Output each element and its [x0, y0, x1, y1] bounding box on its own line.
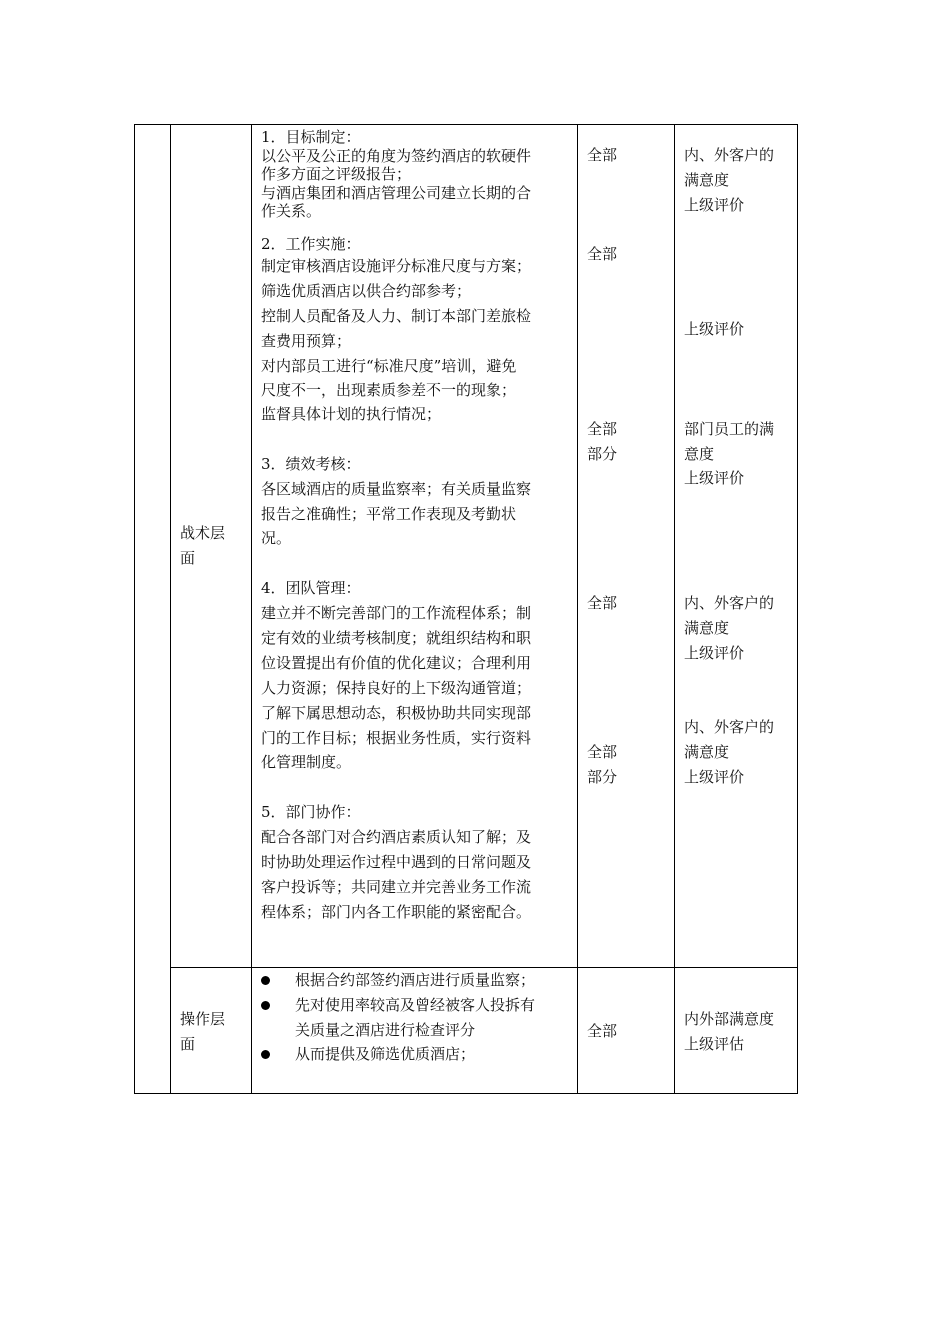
task-line: 报告之准确性；平常工作表现及考勤状 [261, 505, 517, 523]
task-line: 查费用预算； [261, 332, 352, 350]
evaluation-line: 部门员工的满 [684, 420, 775, 438]
evaluation-line: 上级评价 [684, 320, 745, 338]
bullet-text: 根据合约部签约酒店进行质量监察； [295, 971, 536, 989]
scope-value: 部分 [587, 445, 618, 463]
col-border-5 [674, 124, 675, 1094]
scope-value: 全部 [587, 245, 618, 263]
task-line: 控制人员配备及人力、制订本部门差旅检 [261, 307, 532, 325]
task-heading: 5．部门协作： [261, 803, 361, 821]
bullet-text: 先对使用率较高及曾经被客人投拆有 [295, 996, 536, 1014]
task-line: 况。 [261, 529, 292, 547]
task-heading: 4．团队管理： [261, 579, 361, 597]
task-line: 尺度不一，出现素质参差不一的现象； [261, 381, 517, 399]
evaluation-line: 上级评价 [684, 196, 745, 214]
evaluation-line: 内外部满意度 [684, 1010, 775, 1028]
task-line: 化管理制度。 [261, 753, 352, 771]
task-line: 客户投诉等；共同建立并完善业务工作流 [261, 878, 532, 896]
task-line: 监督具体计划的执行情况； [261, 405, 442, 423]
table-top-border [134, 124, 798, 125]
level-label-line: 战术层 [180, 524, 226, 542]
level-label-line: 面 [180, 549, 196, 567]
task-line: 配合各部门对合约酒店素质认知了解；及 [261, 828, 532, 846]
level-label-line: 面 [180, 1035, 196, 1053]
level-label-line: 操作层 [180, 1010, 226, 1028]
task-line: 建立并不断完善部门的工作流程体系；制 [261, 604, 532, 622]
task-line: 以公平及公正的角度为签约酒店的软硬件 [261, 147, 532, 165]
bullet-text: 关质量之酒店进行检查评分 [295, 1021, 476, 1039]
task-line: 定有效的业绩考核制度；就组织结构和职 [261, 629, 532, 647]
col-border-2 [170, 124, 171, 1094]
bullet-dot-icon [261, 976, 270, 985]
task-heading: 2．工作实施： [261, 235, 361, 253]
scope-value: 全部 [587, 146, 618, 164]
evaluation-line: 内、外客户的 [684, 594, 775, 612]
task-line: 人力资源；保持良好的上下级沟通管道； [261, 679, 532, 697]
bullet-text: 从而提供及筛选优质酒店； [295, 1045, 476, 1063]
task-line: 了解下属思想动态，积极协助共同实现部 [261, 704, 532, 722]
task-line: 程体系；部门内各工作职能的紧密配合。 [261, 903, 532, 921]
scope-value: 全部 [587, 594, 618, 612]
evaluation-line: 上级评估 [684, 1035, 745, 1053]
task-line: 与酒店集团和酒店管理公司建立长期的合 [261, 184, 532, 202]
task-heading: 3．绩效考核： [261, 455, 361, 473]
bullet-dot-icon [261, 1050, 270, 1059]
task-line: 各区域酒店的质量监察率；有关质量监察 [261, 480, 532, 498]
task-line: 制定审核酒店设施评分标准尺度与方案； [261, 257, 532, 275]
evaluation-line: 上级评价 [684, 469, 745, 487]
bullet-dot-icon [261, 1001, 270, 1010]
task-heading: 1．目标制定： [261, 128, 361, 146]
task-line: 筛选优质酒店以供合约部参考； [261, 282, 472, 300]
evaluation-line: 内、外客户的 [684, 718, 775, 736]
operational-scope: 全部 [587, 1022, 618, 1040]
col-border-1 [134, 124, 135, 1094]
scope-value: 全部 [587, 420, 618, 438]
scope-value: 部分 [587, 768, 618, 786]
evaluation-line: 意度 [684, 445, 715, 463]
col-border-3 [251, 124, 252, 1094]
task-line: 位设置提出有价值的优化建议；合理利用 [261, 654, 532, 672]
task-line: 时协助处理运作过程中遇到的日常问题及 [261, 853, 532, 871]
task-line: 对内部员工进行“标准尺度”培训，避免 [261, 357, 517, 375]
task-line: 门的工作目标；根据业务性质，实行资料 [261, 729, 532, 747]
scope-value: 全部 [587, 743, 618, 761]
table-bottom-border [134, 1093, 798, 1094]
evaluation-line: 内、外客户的 [684, 146, 775, 164]
col-border-4 [577, 124, 578, 1094]
col-border-6 [797, 124, 798, 1094]
evaluation-line: 满意度 [684, 171, 730, 189]
task-line: 作关系。 [261, 202, 322, 220]
evaluation-line: 满意度 [684, 619, 730, 637]
evaluation-line: 上级评价 [684, 768, 745, 786]
task-line: 作多方面之评级报告； [261, 165, 412, 183]
evaluation-line: 上级评价 [684, 644, 745, 662]
evaluation-line: 满意度 [684, 743, 730, 761]
